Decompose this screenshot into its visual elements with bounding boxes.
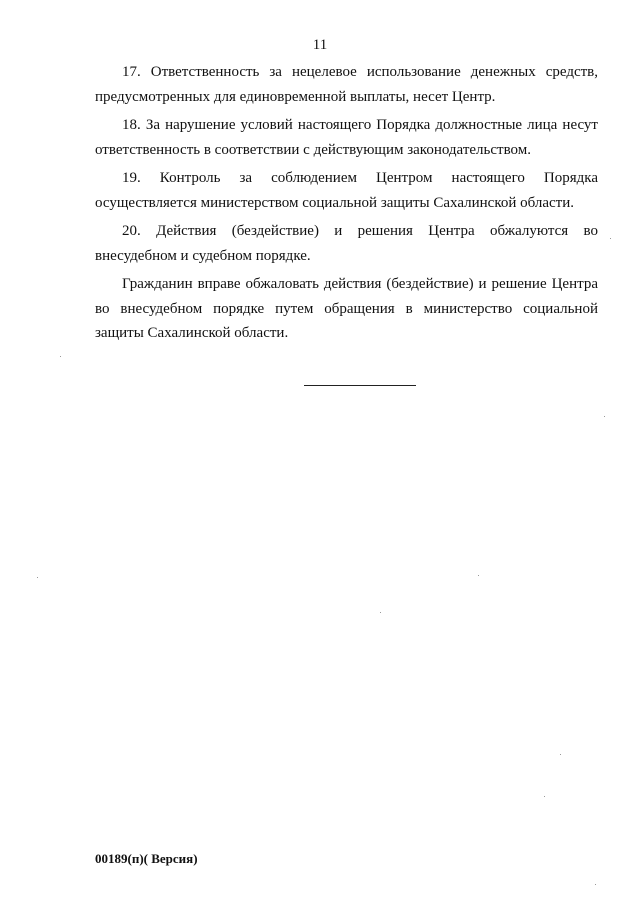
paragraph-19: 19. Контроль за соблюдением Центром настоящего Порядка осуществляется министерством социальной защиты Сахалинской области.: [95, 170, 598, 211]
scan-speck: [478, 575, 479, 576]
scan-speck: [595, 884, 596, 885]
document-body: [95, 60, 598, 350]
paragraph-20: 20. Действия (бездействие) и решения Центра обжалуются во внесудебном и судебном порядке.: [95, 223, 598, 264]
document-version-code: 00189(п)( Версия): [95, 851, 198, 866]
paragraph-citizen-appeal: Гражданин вправе обжаловать действия (бездействие) и решение Центра во внесудебном порядке путем обращения в министерство социальной защиты Сахалинской области.: [95, 276, 598, 341]
scan-speck: [60, 356, 61, 357]
closing-divider-line: [304, 385, 416, 386]
scan-speck: [610, 238, 611, 239]
scan-speck: [37, 577, 38, 578]
scan-speck: [604, 416, 605, 417]
scan-speck: [560, 754, 561, 755]
scan-speck: [544, 796, 545, 797]
paragraph-18: 18. За нарушение условий настоящего Порядка должностные лица несут ответственность в соответствии с действующим законодательством.: [95, 117, 598, 158]
scan-speck: [380, 612, 381, 613]
page-number: 11: [312, 37, 328, 53]
paragraph-17: 17. Ответственность за нецелевое использование денежных средств, предусмотренных для единовременной выплаты, несет Центр.: [95, 64, 598, 105]
